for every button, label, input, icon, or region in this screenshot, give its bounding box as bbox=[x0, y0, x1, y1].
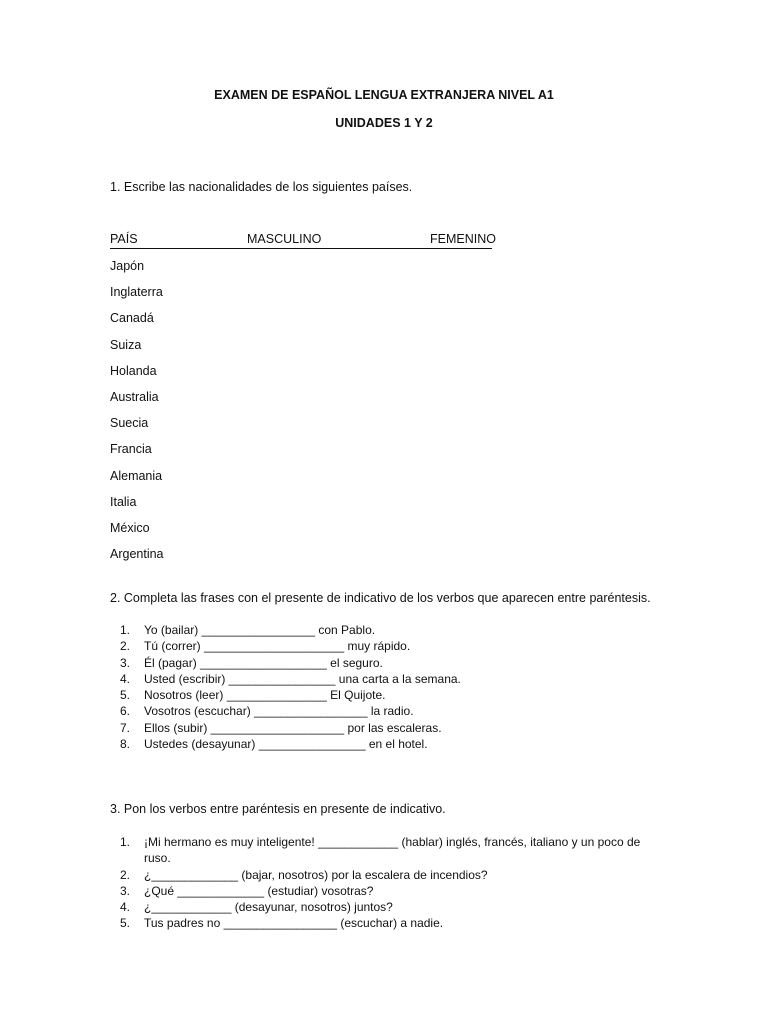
country-item: Inglaterra bbox=[110, 285, 163, 300]
item-number: 6. bbox=[120, 704, 131, 719]
country-item: Alemania bbox=[110, 468, 163, 483]
section-2-heading: 2. Completa las frases con el presente de indicativo de los verbos que aparecen entre paréntesis. bbox=[110, 591, 651, 605]
item-text: Ustedes (desayunar) ________________ en el hotel. bbox=[144, 737, 428, 752]
item-text: ¡Mi hermano es muy inteligente! ____________ (hablar) inglés, francés, italiano y un poco de ruso. bbox=[144, 835, 641, 866]
exercise-item bbox=[120, 622, 650, 638]
document-subtitle: UNIDADES 1 Y 2 bbox=[335, 116, 433, 130]
item-text: ¿Qué _____________ (estudiar) vosotras? bbox=[144, 883, 374, 898]
item-number: 8. bbox=[120, 737, 131, 752]
column-header-masculine: MASCULINO bbox=[247, 232, 322, 246]
column-header-country: PAÍS bbox=[110, 232, 138, 246]
country-item: México bbox=[110, 520, 150, 535]
item-number: 1. bbox=[120, 835, 131, 849]
exercise-item bbox=[120, 720, 650, 736]
exercise-item bbox=[120, 703, 650, 719]
item-text: Él (pagar) ___________________ el seguro. bbox=[144, 655, 383, 670]
item-number: 2. bbox=[120, 639, 131, 654]
item-number: 3. bbox=[120, 655, 131, 670]
country-item: Francia bbox=[110, 442, 152, 457]
item-number: 5. bbox=[120, 688, 131, 703]
nationality-table-header bbox=[110, 232, 496, 249]
exercise-item bbox=[120, 915, 650, 931]
item-number: 2. bbox=[120, 867, 131, 882]
country-item: Japón bbox=[110, 259, 145, 273]
item-text: Tú (correr) _____________________ muy rápido. bbox=[144, 639, 411, 654]
item-number: 7. bbox=[120, 720, 131, 735]
exercise-item bbox=[120, 867, 650, 883]
document-title: EXAMEN DE ESPAÑOL LENGUA EXTRANJERA NIVEL A1 bbox=[214, 88, 554, 102]
item-number: 5. bbox=[120, 916, 131, 931]
item-text: Vosotros (escuchar) _________________ la radio. bbox=[144, 704, 414, 719]
item-number: 4. bbox=[120, 671, 131, 686]
exercise-item bbox=[120, 899, 650, 915]
item-number: 4. bbox=[120, 900, 131, 915]
country-list bbox=[110, 258, 164, 572]
item-number: 3. bbox=[120, 883, 131, 898]
exercise-item bbox=[120, 671, 650, 687]
column-header-feminine: FEMENINO bbox=[430, 232, 496, 246]
country-item: Holanda bbox=[110, 363, 157, 378]
item-text: Ellos (subir) ____________________ por las escaleras. bbox=[144, 720, 442, 735]
item-text: Tus padres no _________________ (escuchar) a nadie. bbox=[144, 916, 444, 931]
exercise-item bbox=[120, 638, 650, 654]
country-item: Italia bbox=[110, 494, 137, 509]
section-1-heading: 1. Escribe las nacionalidades de los siguientes países. bbox=[110, 180, 413, 194]
section-2-list bbox=[120, 622, 650, 752]
country-item: Argentina bbox=[110, 547, 164, 562]
exercise-item bbox=[120, 655, 650, 671]
section-3-heading: 3. Pon los verbos entre paréntesis en presente de indicativo. bbox=[110, 802, 446, 816]
item-number: 1. bbox=[120, 623, 131, 637]
exercise-item bbox=[120, 834, 650, 867]
section-3-list bbox=[120, 834, 650, 932]
country-item: Suiza bbox=[110, 337, 142, 352]
item-text: Nosotros (leer) _______________ El Quijote. bbox=[144, 688, 386, 703]
item-text: Yo (bailar) _________________ con Pablo. bbox=[144, 623, 376, 637]
item-text: ¿____________ (desayunar, nosotros) juntos? bbox=[144, 900, 393, 915]
exercise-item bbox=[120, 687, 650, 703]
country-item: Canadá bbox=[110, 311, 154, 326]
exercise-item bbox=[120, 736, 650, 752]
country-item: Suecia bbox=[110, 416, 149, 431]
item-text: ¿_____________ (bajar, nosotros) por la escalera de incendios? bbox=[144, 867, 488, 882]
item-text: Usted (escribir) ________________ una carta a la semana. bbox=[144, 671, 461, 686]
exercise-item bbox=[120, 883, 650, 899]
country-item: Australia bbox=[110, 389, 159, 404]
